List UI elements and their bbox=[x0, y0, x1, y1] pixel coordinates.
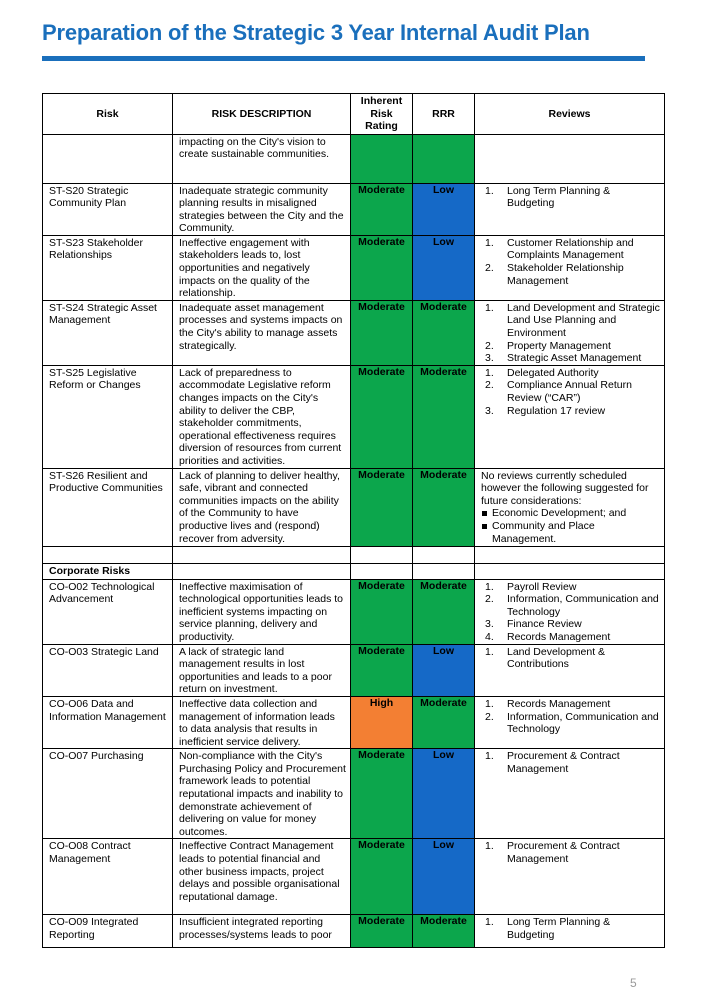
reviews-cell bbox=[475, 365, 665, 468]
reviews-list bbox=[481, 840, 660, 865]
risk-description-cell: Ineffective data collection and management of information leads to data analysis that results in inefficient service delivery. bbox=[173, 696, 351, 748]
reviews-intro: No reviews currently scheduled however the following suggested for future considerations: bbox=[481, 469, 649, 507]
inherent-risk-rating-cell: Moderate bbox=[351, 839, 413, 915]
review-item bbox=[481, 237, 660, 262]
review-text: Long Term Planning & Budgeting bbox=[507, 184, 611, 210]
risk-description-cell: A lack of strategic land management results in lost opportunities and leads to a poor return on investment. bbox=[173, 644, 351, 696]
rrr-cell: Low bbox=[413, 839, 475, 915]
review-text: Payroll Review bbox=[507, 580, 577, 593]
inherent-risk-rating-cell bbox=[351, 134, 413, 183]
page-number: 5 bbox=[630, 976, 637, 990]
review-number: 1. bbox=[485, 840, 494, 853]
title-rule bbox=[42, 56, 645, 61]
review-text: Land Development & Contributions bbox=[507, 645, 606, 671]
rrr-cell: Low bbox=[413, 644, 475, 696]
risk-description-cell: Ineffective Contract Management leads to potential financial and other business impacts, project delays and possible organisational reputational damage. bbox=[173, 839, 351, 915]
review-item bbox=[481, 352, 660, 365]
rrr-cell: Moderate bbox=[413, 468, 475, 546]
risk-cell: CO-O02 Technological Advancement bbox=[43, 579, 173, 644]
review-item bbox=[481, 379, 660, 404]
inherent-risk-rating-cell: Moderate bbox=[351, 915, 413, 948]
review-number: 1. bbox=[485, 916, 494, 929]
review-number: 2. bbox=[485, 262, 494, 275]
review-text: Customer Relationship and Complaints Management bbox=[507, 236, 634, 262]
review-number: 1. bbox=[485, 236, 494, 249]
review-number: 1. bbox=[485, 366, 494, 379]
header-reviews: Reviews bbox=[475, 94, 665, 135]
review-number: 3. bbox=[485, 404, 494, 417]
spacer-cell bbox=[351, 546, 413, 563]
rrr-cell: Moderate bbox=[413, 579, 475, 644]
review-number: 1. bbox=[485, 580, 494, 593]
reviews-list bbox=[481, 237, 660, 287]
review-number: 3. bbox=[485, 618, 494, 631]
table-row bbox=[43, 235, 665, 300]
risk-cell: CO-O09 Integrated Reporting bbox=[43, 915, 173, 948]
risk-description-cell: impacting on the City's vision to create sustainable communities. bbox=[173, 134, 351, 183]
review-number: 4. bbox=[485, 630, 494, 643]
header-risk: Risk bbox=[43, 94, 173, 135]
table-row bbox=[43, 134, 665, 183]
review-bullet: Community and Place Management. bbox=[481, 520, 660, 545]
review-text: Procurement & Contract Management bbox=[507, 750, 620, 775]
header-rrr: RRR bbox=[413, 94, 475, 135]
risk-description-cell: Ineffective maximisation of technological opportunities leads to inefficient systems impacting on service planning, delivery and productivity. bbox=[173, 579, 351, 644]
inherent-risk-rating-cell: Moderate bbox=[351, 468, 413, 546]
review-text: Delegated Authority bbox=[507, 366, 599, 379]
rrr-cell: Moderate bbox=[413, 696, 475, 748]
rrr-cell bbox=[413, 134, 475, 183]
inherent-risk-rating-cell: Moderate bbox=[351, 365, 413, 468]
risk-cell bbox=[43, 134, 173, 183]
spacer-cell bbox=[475, 546, 665, 563]
review-item bbox=[481, 840, 660, 865]
inherent-risk-rating-cell: Moderate bbox=[351, 644, 413, 696]
inherent-risk-rating-cell: Moderate bbox=[351, 235, 413, 300]
risk-description-cell: Insufficient integrated reporting processes/systems leads to poor bbox=[173, 915, 351, 948]
review-item bbox=[481, 698, 660, 711]
reviews-list bbox=[481, 916, 660, 941]
review-item bbox=[481, 367, 660, 380]
review-bullet: Economic Development; and bbox=[481, 507, 660, 520]
audit-plan-table bbox=[42, 93, 665, 948]
reviews-cell bbox=[475, 749, 665, 839]
review-number: 2. bbox=[485, 710, 494, 723]
review-text: Stakeholder Relationship Management bbox=[507, 262, 624, 287]
reviews-cell bbox=[475, 696, 665, 748]
spacer-cell bbox=[43, 546, 173, 563]
risk-description-cell: Non-compliance with the City's Purchasing Policy and Procurement framework leads to potential reputational impacts and inability to demonstrate achievement of delivering on value for money outcomes. bbox=[173, 749, 351, 839]
rrr-cell: Low bbox=[413, 235, 475, 300]
table-row bbox=[43, 644, 665, 696]
review-number: 1. bbox=[485, 697, 494, 710]
review-text: Information, Communication and Technology bbox=[507, 710, 659, 736]
review-item bbox=[481, 185, 660, 210]
risk-cell: ST-S20 Strategic Community Plan bbox=[43, 183, 173, 235]
reviews-cell bbox=[475, 915, 665, 948]
review-text: Regulation 17 review bbox=[507, 404, 606, 417]
reviews-cell bbox=[475, 183, 665, 235]
review-item bbox=[481, 262, 660, 287]
review-text: Records Management bbox=[507, 697, 611, 710]
reviews-list bbox=[481, 185, 660, 210]
spacer-cell bbox=[413, 546, 475, 563]
review-item bbox=[481, 916, 660, 941]
risk-cell: ST-S24 Strategic Asset Management bbox=[43, 300, 173, 365]
section-cell bbox=[351, 563, 413, 579]
table-row bbox=[43, 183, 665, 235]
strategic-risks-body bbox=[43, 134, 665, 546]
reviews-list bbox=[481, 581, 660, 644]
review-number: 3. bbox=[485, 352, 494, 365]
review-item bbox=[481, 711, 660, 736]
inherent-risk-rating-cell: High bbox=[351, 696, 413, 748]
rrr-cell: Moderate bbox=[413, 300, 475, 365]
risk-cell: ST-S26 Resilient and Productive Communities bbox=[43, 468, 173, 546]
review-text: Property Management bbox=[507, 339, 611, 352]
rrr-cell: Low bbox=[413, 183, 475, 235]
reviews-list bbox=[481, 646, 660, 671]
table-row bbox=[43, 749, 665, 839]
risk-cell: ST-S23 Stakeholder Relationships bbox=[43, 235, 173, 300]
reviews-bullet-list bbox=[481, 507, 660, 545]
review-text: Procurement & Contract Management bbox=[507, 840, 620, 866]
review-text: Strategic Asset Management bbox=[507, 352, 642, 365]
table-row bbox=[43, 839, 665, 915]
reviews-list bbox=[481, 698, 660, 736]
section-row-corporate-risks bbox=[43, 563, 665, 579]
review-number: 2. bbox=[485, 339, 494, 352]
review-item bbox=[481, 302, 660, 340]
table-row bbox=[43, 579, 665, 644]
reviews-cell bbox=[475, 235, 665, 300]
review-number: 1. bbox=[485, 301, 494, 314]
review-number: 1. bbox=[485, 184, 494, 197]
table-row bbox=[43, 300, 665, 365]
risk-cell: CO-O08 Contract Management bbox=[43, 839, 173, 915]
review-item bbox=[481, 618, 660, 631]
reviews-cell bbox=[475, 468, 665, 546]
header-inherent-risk-rating: Inherent Risk Rating bbox=[351, 94, 413, 135]
inherent-risk-rating-cell: Moderate bbox=[351, 300, 413, 365]
review-item bbox=[481, 631, 660, 644]
review-number: 2. bbox=[485, 379, 494, 392]
section-cell bbox=[413, 563, 475, 579]
reviews-cell bbox=[475, 134, 665, 183]
section-spacer bbox=[43, 546, 665, 579]
reviews-cell bbox=[475, 300, 665, 365]
inherent-risk-rating-cell: Moderate bbox=[351, 749, 413, 839]
review-text: Information, Communication and Technology bbox=[507, 593, 659, 618]
spacer-row bbox=[43, 546, 665, 563]
section-label: Corporate Risks bbox=[43, 563, 173, 579]
table-row bbox=[43, 696, 665, 748]
reviews-list bbox=[481, 750, 660, 775]
risk-description-cell: Ineffective engagement with stakeholders leads to, lost opportunities and negatively impacts on the quality of the relationship. bbox=[173, 235, 351, 300]
table-row bbox=[43, 915, 665, 948]
inherent-risk-rating-cell: Moderate bbox=[351, 183, 413, 235]
review-text: Finance Review bbox=[507, 618, 582, 631]
section-cell bbox=[173, 563, 351, 579]
inherent-risk-rating-cell: Moderate bbox=[351, 579, 413, 644]
review-item bbox=[481, 405, 660, 418]
spacer-cell bbox=[173, 546, 351, 563]
risk-cell: CO-O03 Strategic Land bbox=[43, 644, 173, 696]
table-header-row bbox=[43, 94, 665, 135]
reviews-list bbox=[481, 302, 660, 365]
review-item bbox=[481, 646, 660, 671]
page-title: Preparation of the Strategic 3 Year Internal Audit Plan bbox=[42, 20, 590, 45]
corporate-risks-body bbox=[43, 579, 665, 948]
review-item bbox=[481, 581, 660, 594]
review-text: Compliance Annual Return Review (“CAR”) bbox=[507, 379, 632, 404]
reviews-cell bbox=[475, 579, 665, 644]
review-text: Records Management bbox=[507, 630, 611, 643]
risk-description-cell: Lack of preparedness to accommodate Legislative reform changes impacts on the City's ability to deliver the CBP, stakeholder commitments, operational effectiveness requires diversion of resources from current priorities and activities. bbox=[173, 365, 351, 468]
reviews-cell bbox=[475, 644, 665, 696]
review-text: Land Development and Strategic Land Use Planning and Environment bbox=[507, 301, 660, 340]
header-risk-description: RISK DESCRIPTION bbox=[173, 94, 351, 135]
reviews-cell bbox=[475, 839, 665, 915]
risk-description-cell: Inadequate strategic community planning results in misaligned strategies between the City and the Community. bbox=[173, 183, 351, 235]
review-number: 1. bbox=[485, 645, 494, 658]
table-row bbox=[43, 468, 665, 546]
review-text: Long Term Planning & Budgeting bbox=[507, 916, 611, 942]
risk-description-cell: Inadequate asset management processes and systems impacts on the City's ability to manage assets strategically. bbox=[173, 300, 351, 365]
rrr-cell: Moderate bbox=[413, 915, 475, 948]
rrr-cell: Moderate bbox=[413, 365, 475, 468]
rrr-cell: Low bbox=[413, 749, 475, 839]
risk-cell: ST-S25 Legislative Reform or Changes bbox=[43, 365, 173, 468]
review-item bbox=[481, 593, 660, 618]
risk-cell: CO-O07 Purchasing bbox=[43, 749, 173, 839]
risk-description-cell: Lack of planning to deliver healthy, safe, vibrant and connected communities impacts on the ability of the Community to have productive lives and (respond) recover from adversity. bbox=[173, 468, 351, 546]
reviews-list bbox=[481, 367, 660, 417]
risk-cell: CO-O06 Data and Information Management bbox=[43, 696, 173, 748]
review-item bbox=[481, 750, 660, 775]
section-cell bbox=[475, 563, 665, 579]
review-number: 2. bbox=[485, 593, 494, 606]
review-item bbox=[481, 340, 660, 353]
table-row bbox=[43, 365, 665, 468]
review-number: 1. bbox=[485, 750, 494, 763]
